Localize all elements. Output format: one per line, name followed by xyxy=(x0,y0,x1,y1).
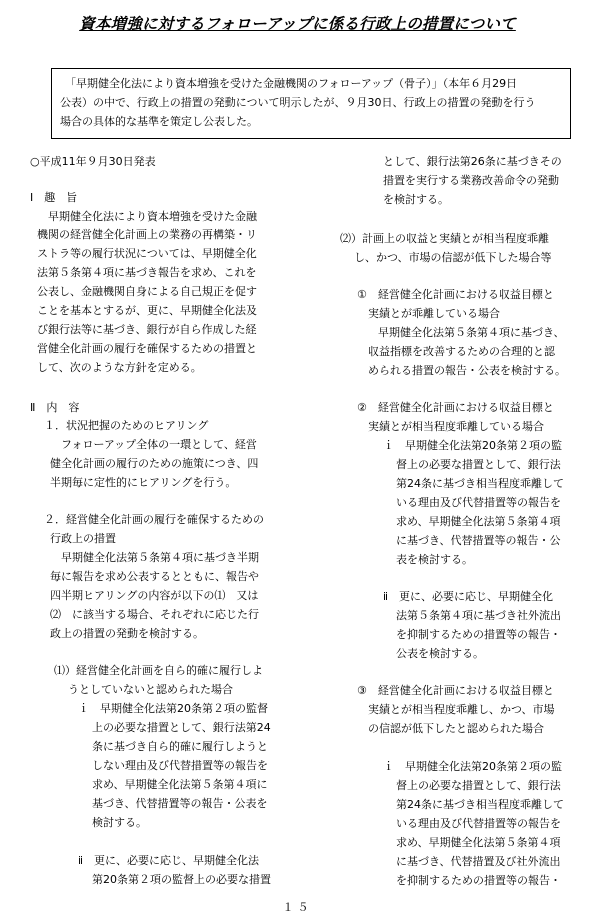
body-line: められる措置の報告・公表を検討する。 xyxy=(368,364,566,377)
body-line: 求め、早期健全化法第５条第４項 xyxy=(396,836,561,849)
body-line: 求め、早期健全化法第５条第４項 xyxy=(396,515,561,528)
body-line: ストラ等の履行状況については、早期健全化 xyxy=(37,247,257,260)
subitem-heading: 実績とが相当程度乖離し、かつ、市場 xyxy=(368,703,555,716)
body-line: として、銀行法第26条に基づきその xyxy=(383,155,562,168)
document-title: 資本増強に対するフォローアップに係る行政上の措置について xyxy=(79,15,516,33)
body-line: 半期毎に定性的にヒアリングを行う。 xyxy=(50,476,237,489)
body-line: を抑制するための措置等の報告・ xyxy=(396,628,561,641)
body-line: 収益指標を改善するための合理的と認 xyxy=(368,345,555,358)
body-line: 早期健全化法第５条第４項に基づき半期 xyxy=(61,551,259,564)
body-line: 毎に報告を求め公表するとともに、報告や xyxy=(50,570,259,583)
page-number: １５ xyxy=(282,901,313,914)
subitem-heading: 実績とが相当程度乖離している場合 xyxy=(368,420,544,433)
subitem-heading: ② 経営健全化計画における収益目標と xyxy=(357,401,554,414)
section-heading: Ⅱ 内 容 xyxy=(30,401,80,414)
body-line: 措置を実行する業務改善命令の発動 xyxy=(383,174,559,187)
summary-box xyxy=(51,68,571,139)
section-heading: Ⅰ 趣 旨 xyxy=(30,191,78,204)
body-line: 基づき、代替措置等の報告・公表を xyxy=(92,797,268,810)
body-line: 営健全化計画の履行を確保するための措置と xyxy=(37,342,257,355)
body-line: 四半期ヒアリングの内容が以下の⑴ 又は xyxy=(50,589,259,602)
body-line: フォローアップ全体の一環として、経営 xyxy=(61,438,257,451)
summary-line: 場合の具体的な基準を策定し公表した。 xyxy=(60,115,258,128)
body-line: して、次のような方針を定める。 xyxy=(37,361,202,374)
item-heading: ⑵）計画上の収益と実績とが相当程度乖離 xyxy=(340,232,549,245)
body-line: 法第５条第４項に基づき報告を求め、これを xyxy=(37,266,257,279)
body-line: ｉ 早期健全化法第20条第２項の監 xyxy=(383,760,562,773)
body-line: いる理由及び代替措置等の報告を xyxy=(396,817,561,830)
summary-line: 「早期健全化法により資本増強を受けた金融機関のフォローアップ（骨子）」（本年６月29日 xyxy=(65,77,518,90)
body-line: 法第５条第４項に基づき社外流出 xyxy=(396,609,561,622)
body-line: 早期健全化法第５条第４項に基づき、 xyxy=(378,326,565,339)
body-line: 機関の経営健全化計画上の業務の再構築・リ xyxy=(37,228,257,241)
body-line: しない理由及び代替措置等の報告を xyxy=(92,759,268,772)
subsection-heading: ２．経営健全化計画の履行を確保するための xyxy=(44,513,264,526)
subitem-heading: 実績とが乖離している場合 xyxy=(368,307,500,320)
body-line: び銀行法等に基づき、銀行が自ら作成した経 xyxy=(37,323,257,336)
subsection-heading: 行政上の措置 xyxy=(50,532,116,545)
body-line: 上の必要な措置として、銀行法第24 xyxy=(92,721,271,734)
body-line: 表を検討する。 xyxy=(396,553,473,566)
body-line: 公表し、金融機関自身による自己規正を促す xyxy=(37,285,257,298)
body-line: いる理由及び代替措置等の報告を xyxy=(396,496,561,509)
body-line: ⑵ に該当する場合、それぞれに応じた行 xyxy=(50,608,259,621)
body-line: 第20条第２項の監督上の必要な措置 xyxy=(92,873,271,886)
body-line: 第24条に基づき相当程度乖離して xyxy=(396,477,564,490)
body-line: に基づき、代替措置等の報告・公 xyxy=(396,534,561,547)
body-line: 督上の必要な措置として、銀行法 xyxy=(396,779,561,792)
body-line: ⅱ 更に、必要に応じ、早期健全化法 xyxy=(78,854,260,867)
item-heading: し、かつ、市場の信認が低下した場合等 xyxy=(354,251,552,264)
body-line: 求め、早期健全化法第５条第４項に xyxy=(92,778,268,791)
body-line: 早期健全化法により資本増強を受けた金融 xyxy=(48,210,257,223)
subitem-heading: ① 経営健全化計画における収益目標と xyxy=(357,288,554,301)
body-line: 政上の措置の発動を検討する。 xyxy=(50,627,204,640)
body-line: を検討する。 xyxy=(383,193,449,206)
item-heading: ⑴）経営健全化計画を自ら的確に履行しよ xyxy=(54,664,263,677)
body-line: を抑制するための措置等の報告・ xyxy=(396,874,561,887)
body-line: 督上の必要な措置として、銀行法 xyxy=(396,458,561,471)
body-line: 第24条に基づき相当程度乖離して xyxy=(396,798,564,811)
summary-line: 公表）の中で、行政上の措置の発動について明示したが、９月30日、行政上の措置の発動を行う xyxy=(60,96,536,109)
body-line: ｉ 早期健全化法第20条第２項の監 xyxy=(383,439,562,452)
body-line: 検討する。 xyxy=(92,816,147,829)
body-line: 公表を検討する。 xyxy=(396,647,484,660)
body-line: 健全化計画の履行のための施策につき、四 xyxy=(50,457,259,470)
body-line: 条に基づき自ら的確に履行しようと xyxy=(92,740,268,753)
item-heading: うとしていないと認められた場合 xyxy=(68,683,233,696)
body-line: ⅱ 更に、必要に応じ、早期健全化 xyxy=(383,590,554,603)
subitem-heading: ③ 経営健全化計画における収益目標と xyxy=(357,684,554,697)
body-line: ｉ 早期健全化法第20条第２項の監督 xyxy=(78,702,268,715)
subitem-heading: の信認が低下したと認められた場合 xyxy=(368,722,544,735)
announcement-date: ○平成11年９月30日発表 xyxy=(30,155,156,168)
body-line: ことを基本とするが、更に、早期健全化法及 xyxy=(37,304,257,317)
body-line: に基づき、代替措置及び社外流出 xyxy=(396,855,561,868)
subsection-heading: １．状況把握のためのヒアリング xyxy=(44,419,209,432)
